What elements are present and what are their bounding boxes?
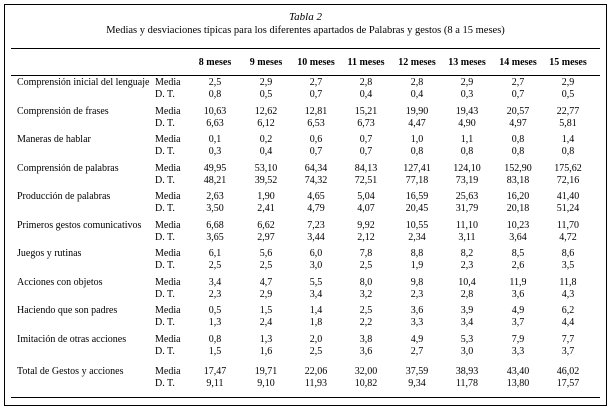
table-cell: 11,70 xyxy=(556,219,580,231)
sd-row xyxy=(5,289,606,301)
table-cell: 127,41 xyxy=(403,162,431,174)
month-header: 8 meses xyxy=(198,57,232,68)
table-cell: 0,4 xyxy=(259,146,273,157)
table-cell: 19,90 xyxy=(405,105,429,117)
table-cell: 4,07 xyxy=(357,203,375,214)
table-cell: 0,8 xyxy=(208,333,222,345)
table-cell: 13,80 xyxy=(506,378,530,389)
sd-row xyxy=(5,203,606,215)
stat-label: Media xyxy=(155,105,181,117)
table-cell: 1,3 xyxy=(259,333,273,345)
table-cell: 74,32 xyxy=(304,174,328,186)
table-cell: 5,3 xyxy=(460,333,474,345)
category-label: Producción de palabras xyxy=(17,191,111,202)
table-cell: 3,7 xyxy=(561,345,575,357)
table-cell: 124,10 xyxy=(453,162,481,174)
mean-row xyxy=(5,191,606,203)
sd-row xyxy=(5,118,606,130)
table-cell: 1,90 xyxy=(257,191,275,202)
table-cell: 0,8 xyxy=(561,146,575,157)
month-header: 13 meses xyxy=(448,57,486,68)
table-cell: 10,82 xyxy=(354,378,378,389)
table-cell: 3,4 xyxy=(460,317,474,328)
table-cell: 2,3 xyxy=(410,288,424,300)
table-cell: 3,11 xyxy=(458,231,476,243)
table-cell: 9,11 xyxy=(206,378,224,389)
stat-label: D. T. xyxy=(155,345,175,357)
table-cell: 3,8 xyxy=(359,333,373,345)
category-label: Primeros gestos comunicativos xyxy=(17,219,142,231)
stat-label: D. T. xyxy=(155,117,175,129)
table-cell: 25,63 xyxy=(455,191,479,202)
table-cell: 19,71 xyxy=(254,366,278,377)
table-cell: 72,16 xyxy=(556,174,580,186)
table-cell: 0,7 xyxy=(359,134,373,145)
table-cell: 2,5 xyxy=(309,345,323,357)
table-cell: 3,2 xyxy=(359,288,373,300)
category-label: Haciendo que son padres xyxy=(17,305,118,316)
table-row-group xyxy=(5,220,606,249)
table-body xyxy=(5,77,606,395)
table-row-group xyxy=(5,106,606,135)
table-cell: 5,6 xyxy=(259,248,273,259)
table-cell: 0,7 xyxy=(309,89,323,100)
mean-row xyxy=(5,277,606,289)
table-cell: 2,8 xyxy=(460,288,474,300)
table-cell: 15,21 xyxy=(354,105,378,117)
month-header: 15 meses xyxy=(549,57,587,68)
table-cell: 2,63 xyxy=(206,191,224,202)
category-label: Comprensión inicial del lenguaje xyxy=(17,77,150,88)
table-cell: 4,90 xyxy=(458,117,476,129)
table-cell: 2,34 xyxy=(408,231,426,243)
mean-row xyxy=(5,163,606,175)
stat-label: D. T. xyxy=(155,288,175,300)
table-cell: 2,5 xyxy=(208,77,222,88)
bottom-rule xyxy=(11,397,600,398)
table-cell: 3,9 xyxy=(460,305,474,316)
table-row-group xyxy=(5,248,606,277)
table-cell: 4,9 xyxy=(511,305,525,316)
table-cell: 11,78 xyxy=(455,378,479,389)
table-cell: 46,02 xyxy=(556,366,580,377)
table-cell: 8,0 xyxy=(359,276,373,288)
category-label: Comprensión de frases xyxy=(17,105,109,117)
table-cell: 5,81 xyxy=(559,117,577,129)
table-cell: 2,97 xyxy=(257,231,275,243)
table-cell: 3,0 xyxy=(309,260,323,271)
table-cell: 12,62 xyxy=(254,105,278,117)
stat-label: D. T. xyxy=(155,317,175,328)
table-row-group xyxy=(5,77,606,106)
table-cell: 3,44 xyxy=(307,231,325,243)
table-row-group xyxy=(5,134,606,163)
table-cell: 43,40 xyxy=(506,366,530,377)
table-cell: 32,00 xyxy=(354,366,378,377)
stat-label: Media xyxy=(155,333,181,345)
table-cell: 0,5 xyxy=(259,89,273,100)
month-header: 11 meses xyxy=(347,57,385,68)
table-cell: 9,10 xyxy=(257,378,275,389)
table-cell: 2,9 xyxy=(259,77,273,88)
category-label: Acciones con objetos xyxy=(17,276,103,288)
table-cell: 22,06 xyxy=(304,366,328,377)
table-cell: 6,1 xyxy=(208,248,222,259)
table-cell: 6,53 xyxy=(307,117,325,129)
table-cell: 2,9 xyxy=(561,77,575,88)
table-cell: 7,7 xyxy=(561,333,575,345)
table-cell: 6,2 xyxy=(561,305,575,316)
table-cell: 0,7 xyxy=(359,146,373,157)
table-cell: 6,62 xyxy=(257,219,275,231)
stat-label: D. T. xyxy=(155,146,175,157)
table-cell: 16,59 xyxy=(405,191,429,202)
table-cell: 4,7 xyxy=(259,276,273,288)
table-cell: 12,81 xyxy=(304,105,328,117)
table-cell: 1,4 xyxy=(309,305,323,316)
table-cell: 6,63 xyxy=(206,117,224,129)
table-cell: 0,7 xyxy=(309,146,323,157)
table-row-group xyxy=(5,334,606,363)
table-cell: 1,3 xyxy=(208,317,222,328)
table-cell: 175,62 xyxy=(554,162,582,174)
table-cell: 0,8 xyxy=(460,146,474,157)
stat-label: Media xyxy=(155,248,181,259)
table-cell: 9,34 xyxy=(408,378,426,389)
table-cell: 37,59 xyxy=(405,366,429,377)
table-cell: 4,97 xyxy=(509,117,527,129)
category-label: Total de Gestos y acciones xyxy=(17,366,124,377)
month-header: 9 meses xyxy=(249,57,283,68)
table-cell: 31,79 xyxy=(455,203,479,214)
table-row-group xyxy=(5,305,606,334)
table-cell: 6,68 xyxy=(206,219,224,231)
sd-row xyxy=(5,89,606,101)
table-cell: 11,8 xyxy=(559,276,577,288)
table-cell: 8,8 xyxy=(410,248,424,259)
table-cell: 41,40 xyxy=(556,191,580,202)
table-cell: 38,93 xyxy=(455,366,479,377)
table-cell: 4,3 xyxy=(561,288,575,300)
table-cell: 4,47 xyxy=(408,117,426,129)
table-cell: 7,9 xyxy=(511,333,525,345)
table-cell: 0,4 xyxy=(410,89,424,100)
sd-row xyxy=(5,378,606,390)
table-cell: 3,0 xyxy=(460,345,474,357)
table-cell: 3,4 xyxy=(208,276,222,288)
stat-label: D. T. xyxy=(155,231,175,243)
mean-row xyxy=(5,305,606,317)
sd-row xyxy=(5,232,606,244)
table-cell: 16,20 xyxy=(506,191,530,202)
table-cell: 5,5 xyxy=(309,276,323,288)
table-cell: 2,7 xyxy=(410,345,424,357)
table-cell: 1,5 xyxy=(208,345,222,357)
table-cell: 3,6 xyxy=(359,345,373,357)
table-cell: 6,12 xyxy=(257,117,275,129)
table-cell: 11,93 xyxy=(304,378,328,389)
table-cell: 20,57 xyxy=(506,105,530,117)
table-cell: 6,0 xyxy=(309,248,323,259)
table-cell: 3,3 xyxy=(511,345,525,357)
sd-row xyxy=(5,317,606,329)
table-subtitle: Medias y desviaciones típicas para los diferentes apartados de Palabras y gestos (8 a 15 meses) xyxy=(106,25,505,36)
stat-label: Media xyxy=(155,219,181,231)
month-header-row xyxy=(5,57,606,69)
table-cell: 2,9 xyxy=(259,288,273,300)
table-cell: 0,4 xyxy=(359,89,373,100)
table-cell: 2,0 xyxy=(309,333,323,345)
table-cell: 4,79 xyxy=(307,203,325,214)
month-header: 12 meses xyxy=(398,57,436,68)
table-cell: 3,6 xyxy=(410,305,424,316)
table-cell: 73,19 xyxy=(455,174,479,186)
stat-label: Media xyxy=(155,191,181,202)
table-cell: 0,1 xyxy=(208,134,222,145)
table-cell: 8,5 xyxy=(511,248,525,259)
table-cell: 6,73 xyxy=(357,117,375,129)
table-cell: 0,3 xyxy=(208,146,222,157)
table-cell: 10,63 xyxy=(203,105,227,117)
table-cell: 2,5 xyxy=(208,260,222,271)
sd-row xyxy=(5,146,606,158)
category-label: Juegos y rutinas xyxy=(17,248,82,259)
table-cell: 10,23 xyxy=(506,219,530,231)
table-cell: 2,3 xyxy=(208,288,222,300)
table-cell: 8,6 xyxy=(561,248,575,259)
stat-label: D. T. xyxy=(155,174,175,186)
table-cell: 2,41 xyxy=(257,203,275,214)
stat-label: Media xyxy=(155,77,181,88)
table-cell: 0,3 xyxy=(460,89,474,100)
stat-label: Media xyxy=(155,276,181,288)
table-cell: 3,5 xyxy=(561,260,575,271)
table-cell: 1,9 xyxy=(410,260,424,271)
table-cell: 1,8 xyxy=(309,317,323,328)
table-cell: 2,8 xyxy=(359,77,373,88)
table-cell: 2,8 xyxy=(410,77,424,88)
table-cell: 49,95 xyxy=(203,162,227,174)
table-cell: 39,52 xyxy=(254,174,278,186)
table-cell: 0,2 xyxy=(259,134,273,145)
mean-row xyxy=(5,134,606,146)
stat-label: Media xyxy=(155,305,181,316)
table-cell: 2,3 xyxy=(460,260,474,271)
mean-row xyxy=(5,248,606,260)
table-cell: 3,7 xyxy=(511,317,525,328)
table-cell: 2,9 xyxy=(460,77,474,88)
table-cell: 0,7 xyxy=(511,89,525,100)
table-cell: 9,8 xyxy=(410,276,424,288)
table-cell: 2,12 xyxy=(357,231,375,243)
table-cell: 2,7 xyxy=(511,77,525,88)
table-row-group xyxy=(5,163,606,192)
mean-row xyxy=(5,106,606,118)
table-row-group xyxy=(5,366,606,395)
top-rule xyxy=(11,48,600,49)
table-cell: 84,13 xyxy=(354,162,378,174)
table-row-group xyxy=(5,277,606,306)
table-cell: 2,5 xyxy=(359,305,373,316)
table-cell: 19,43 xyxy=(455,105,479,117)
month-header: 10 meses xyxy=(297,57,335,68)
table-cell: 0,8 xyxy=(511,146,525,157)
table-cell: 53,10 xyxy=(254,162,278,174)
table-cell: 1,4 xyxy=(561,134,575,145)
table-cell: 2,6 xyxy=(511,260,525,271)
stat-label: Media xyxy=(155,162,181,174)
table-cell: 7,23 xyxy=(307,219,325,231)
stat-label: Media xyxy=(155,134,181,145)
stat-label: Media xyxy=(155,366,181,377)
table-cell: 48,21 xyxy=(203,174,227,186)
table-cell: 9,92 xyxy=(357,219,375,231)
table-caption: Tabla 2 xyxy=(289,11,322,23)
table-cell: 152,90 xyxy=(504,162,532,174)
table-cell: 20,18 xyxy=(506,203,530,214)
category-label: Comprensión de palabras xyxy=(17,162,119,174)
table-cell: 0,8 xyxy=(208,89,222,100)
table-cell: 1,6 xyxy=(259,345,273,357)
table-cell: 77,18 xyxy=(405,174,429,186)
table-cell: 17,57 xyxy=(556,378,580,389)
sd-row xyxy=(5,175,606,187)
table-cell: 2,5 xyxy=(259,260,273,271)
table-cell: 3,6 xyxy=(511,288,525,300)
table-cell: 3,65 xyxy=(206,231,224,243)
mean-row xyxy=(5,366,606,378)
table-cell: 83,18 xyxy=(506,174,530,186)
table-cell: 0,8 xyxy=(410,146,424,157)
table-cell: 64,34 xyxy=(304,162,328,174)
table-cell: 22,77 xyxy=(556,105,580,117)
table-cell: 2,5 xyxy=(359,260,373,271)
table-cell: 2,2 xyxy=(359,317,373,328)
month-header: 14 meses xyxy=(499,57,537,68)
table-cell: 3,50 xyxy=(206,203,224,214)
stat-label: D. T. xyxy=(155,378,175,389)
table-cell: 51,24 xyxy=(556,203,580,214)
table-cell: 7,8 xyxy=(359,248,373,259)
stat-label: D. T. xyxy=(155,203,175,214)
stat-label: D. T. xyxy=(155,260,175,271)
table-cell: 4,9 xyxy=(410,333,424,345)
table-cell: 3,3 xyxy=(410,317,424,328)
table-cell: 0,6 xyxy=(309,134,323,145)
table-row-group xyxy=(5,191,606,220)
table-cell: 11,10 xyxy=(455,219,479,231)
category-label: Maneras de hablar xyxy=(17,134,91,145)
table-cell: 2,7 xyxy=(309,77,323,88)
table-cell: 0,5 xyxy=(208,305,222,316)
table-cell: 11,9 xyxy=(509,276,527,288)
table-cell: 1,5 xyxy=(259,305,273,316)
table-cell: 1,1 xyxy=(460,134,474,145)
mean-row xyxy=(5,220,606,232)
table-cell: 3,4 xyxy=(309,288,323,300)
header-rule xyxy=(11,75,600,76)
table-cell: 4,4 xyxy=(561,317,575,328)
table-cell: 10,55 xyxy=(405,219,429,231)
table-cell: 0,5 xyxy=(561,89,575,100)
table-cell: 4,72 xyxy=(559,231,577,243)
table-cell: 4,65 xyxy=(307,191,325,202)
table-cell: 72,51 xyxy=(354,174,378,186)
table-cell: 2,4 xyxy=(259,317,273,328)
table-cell: 10,4 xyxy=(458,276,476,288)
table-frame xyxy=(4,4,607,406)
sd-row xyxy=(5,346,606,358)
mean-row xyxy=(5,77,606,89)
table-cell: 5,04 xyxy=(357,191,375,202)
stat-label: D. T. xyxy=(155,89,175,100)
table-cell: 20,45 xyxy=(405,203,429,214)
mean-row xyxy=(5,334,606,346)
table-cell: 0,8 xyxy=(511,134,525,145)
category-label: Imitación de otras acciones xyxy=(17,333,127,345)
table-cell: 1,0 xyxy=(410,134,424,145)
sd-row xyxy=(5,260,606,272)
table-cell: 17,47 xyxy=(203,366,227,377)
table-cell: 3,64 xyxy=(509,231,527,243)
table-cell: 8,2 xyxy=(460,248,474,259)
